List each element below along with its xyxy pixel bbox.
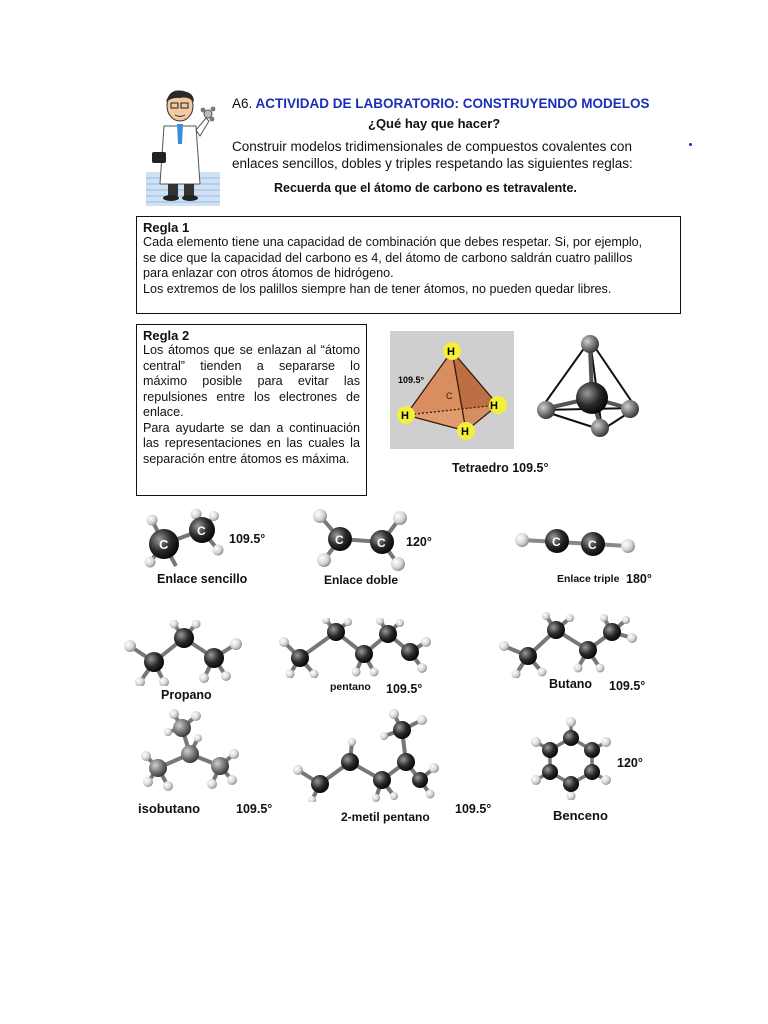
single-bond-caption: Enlace sencillo — [157, 572, 248, 586]
intro-line-2: enlaces sencillos, dobles y triples respetando las siguientes reglas: — [232, 156, 633, 171]
double-atom-c-1: C — [335, 533, 344, 547]
rule-1-heading: Regla 1 — [143, 220, 190, 235]
benzene-angle: 120° — [617, 756, 643, 770]
triple-bond-molecule — [512, 526, 642, 560]
rule-1-box — [136, 216, 681, 314]
activity-code: A6. — [232, 96, 253, 111]
atom-label-h-right: H — [490, 400, 498, 412]
methylpentane-caption: 2-metil pentano — [341, 810, 430, 824]
tetra-angle-label: 109.5° — [398, 375, 425, 385]
methylpentane-molecule — [290, 706, 440, 802]
methylpentane-angle: 109.5° — [455, 802, 492, 816]
triple-atom-c-2: C — [588, 538, 597, 552]
tetrahedron-model-icon — [390, 331, 514, 449]
rule-1-line-3: para enlazar con otros átomos de hidrógeno. — [143, 266, 394, 280]
butane-angle: 109.5° — [609, 679, 646, 693]
activity-title: ACTIVIDAD DE LABORATORIO: CONSTRUYENDO MODELOS — [255, 96, 650, 111]
single-bond-molecule — [142, 508, 228, 570]
propane-caption: Propano — [161, 688, 212, 702]
triple-bond-angle: 180° — [626, 572, 652, 586]
butane-caption: Butano — [549, 677, 593, 691]
single-atom-c-2: C — [197, 524, 206, 538]
reminder-text: Recuerda que el átomo de carbono es tetravalente. — [274, 181, 577, 195]
isobutane-molecule — [138, 708, 244, 794]
atom-label-h-left: H — [401, 410, 409, 422]
rule-2-box — [136, 324, 367, 496]
double-bond-angle: 120° — [406, 535, 432, 549]
single-atom-c-1: C — [159, 537, 169, 552]
rule-1-line-1: Cada elemento tiene una capacidad de combinación que debes respetar. Si, por ejemplo, — [143, 235, 643, 249]
atom-label-h-bottom: H — [461, 426, 469, 438]
ball-and-stick-model-icon — [528, 332, 646, 448]
benzene-caption: Benceno — [553, 808, 608, 823]
decorative-dot — [689, 143, 692, 146]
rule-1-line-4: Los extremos de los palillos siempre han de tener átomos, no pueden quedar libres. — [143, 281, 612, 296]
rule-2-paragraph-1: Los átomos que se enlazan al “átomo central” tienden a separarse lo máximo posible para evitar las repulsiones entre los electrones de enlace. — [143, 343, 360, 419]
propane-molecule — [118, 620, 246, 686]
triple-atom-c-1: C — [552, 535, 561, 549]
single-bond-angle: 109.5° — [229, 532, 266, 546]
isobutane-angle: 109.5° — [236, 802, 273, 816]
pentane-angle: 109.5° — [386, 682, 423, 696]
atom-label-c-center: C — [446, 391, 453, 401]
butane-molecule — [494, 612, 640, 678]
intro-line-1: Construir modelos tridimensionales de compuestos covalentes con — [232, 139, 632, 154]
scientist-illustration — [142, 88, 224, 206]
rule-2-paragraph-2: Para ayudarte se dan a continuación las representaciones en las cuales la separación entre átomos es máxima. — [143, 420, 360, 466]
triple-bond-caption: Enlace triple — [557, 573, 620, 585]
subtitle: ¿Qué hay que hacer? — [368, 116, 501, 131]
double-atom-c-2: C — [377, 536, 386, 550]
pentane-molecule — [276, 618, 434, 678]
pentane-caption: pentano — [330, 681, 371, 693]
tetrahedron-caption: Tetraedro 109.5° — [452, 461, 549, 475]
benzene-molecule — [528, 714, 614, 800]
page-title — [232, 96, 650, 111]
atom-label-h-top: H — [447, 346, 455, 358]
intro-text — [232, 138, 652, 172]
rule-2-heading: Regla 2 — [143, 328, 190, 343]
double-bond-caption: Enlace doble — [324, 573, 399, 587]
isobutane-caption: isobutano — [138, 801, 201, 816]
rule-1-line-2: se dice que la capacidad del carbono es 4, del átomo de carbono saldrán cuatro palillos — [143, 250, 633, 265]
double-bond-molecule — [306, 508, 410, 572]
